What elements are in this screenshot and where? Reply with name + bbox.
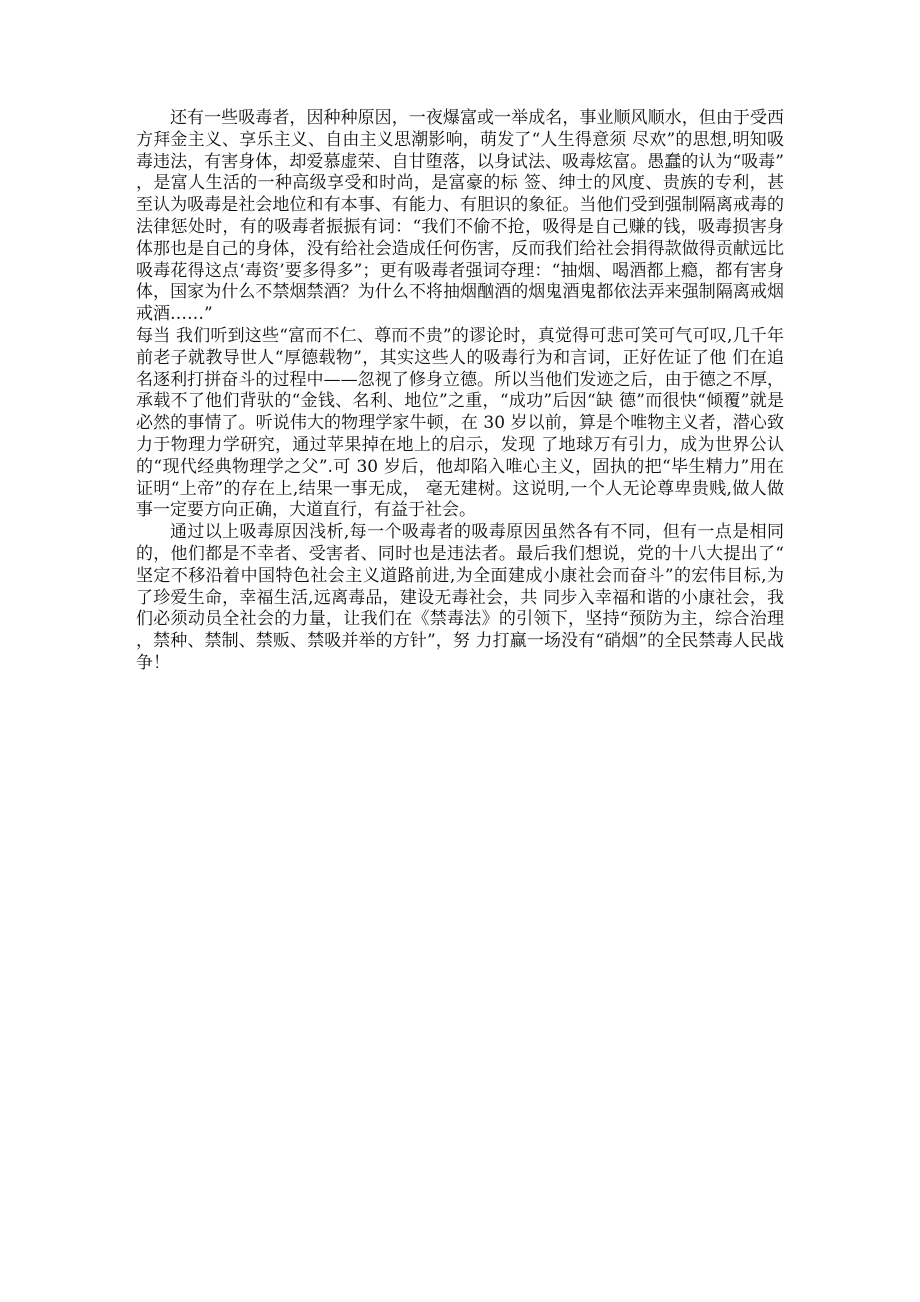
- document-page: [136, 108, 784, 675]
- paragraph-conclusion: 通过以上吸毒原因浅析,每一个吸毒者的吸毒原因虽然各有不同，但有一点是相同的，他们都是不幸者、受害者、同时也是违法者。最后我们想说，党的十八大提出了“坚定不移沿着中国特色社会主义道路前进,为全面建成小康社会而奋斗”的宏伟目标,为了珍爱生命，幸福生活,远离毒品，建设无毒社会，共 同步入幸福和谐的小康社会，我们必须动员全社会的力量，让我们在《禁毒法》的引领下，坚持“预防为主，综合治理，禁种、禁制、禁贩、禁吸并举的方针”，努 力打赢一场没有“硝烟”的全民禁毒人民战争！: [136, 522, 784, 673]
- paragraph-virtue-and-newton: 每当 我们听到这些“富而不仁、尊而不贵”的谬论时，真觉得可悲可笑可气可叹,几千年前老子就教导世人“厚德载物”，其实这些人的吸毒行为和言词，正好佐证了他 们在追名逐利打拼奋斗的过程中——忽视了修身立德。所以当他们发迹之后，由于德之不厚，承载不了他们背驮的“金钱、名利、地位”之重，“成功”后因“缺 德”而很快“倾覆”就是必然的事情了。听说伟大的物理学家牛顿，在 30 岁以前，算是个唯物主义者，潜心致力于物理力学研究，通过苹果掉在地上的启示，发现 了地球万有引力，成为世界公认的“现代经典物理学之父”.可 30 岁后，他却陷入唯心主义，固执的把“毕生精力”用在证明“上帝”的存在上,结果一事无成， 毫无建树。这说明,一个人无论尊卑贵贱,做人做事一定要方向正确，大道直行，有益于社会。: [136, 325, 784, 521]
- paragraph-drug-users-wealth: 还有一些吸毒者，因种种原因，一夜爆富或一举成名，事业顺风顺水，但由于受西方拜金主义、享乐主义、自由主义思潮影响，萌发了“人生得意须 尽欢”的思想,明知吸毒违法，有害身体，却爱慕虚荣、自甘堕落，以身试法、吸毒炫富。愚蠢的认为“吸毒”，是富人生活的一种高级享受和时尚，是富豪的标 签、绅士的风度、贵族的专利，甚至认为吸毒是社会地位和有本事、有能力、有胆识的象征。当他们受到强制隔离戒毒的法律惩处时，有的吸毒者振振有词：“我们不偷不抢，吸得是自己赚的钱，吸毒损害身体那也是自己的身体，没有给社会造成任何伤害，反而我们给社会捐得款做得贡献远比吸毒花得这点‘毒资’要多得多”；更有吸毒者强词夺理：“抽烟、喝酒都上瘾，都有害身体，国家为什么不禁烟禁酒？为什么不将抽烟酗酒的烟鬼酒鬼都依法弄来强制隔离戒烟戒酒……”: [136, 108, 784, 325]
